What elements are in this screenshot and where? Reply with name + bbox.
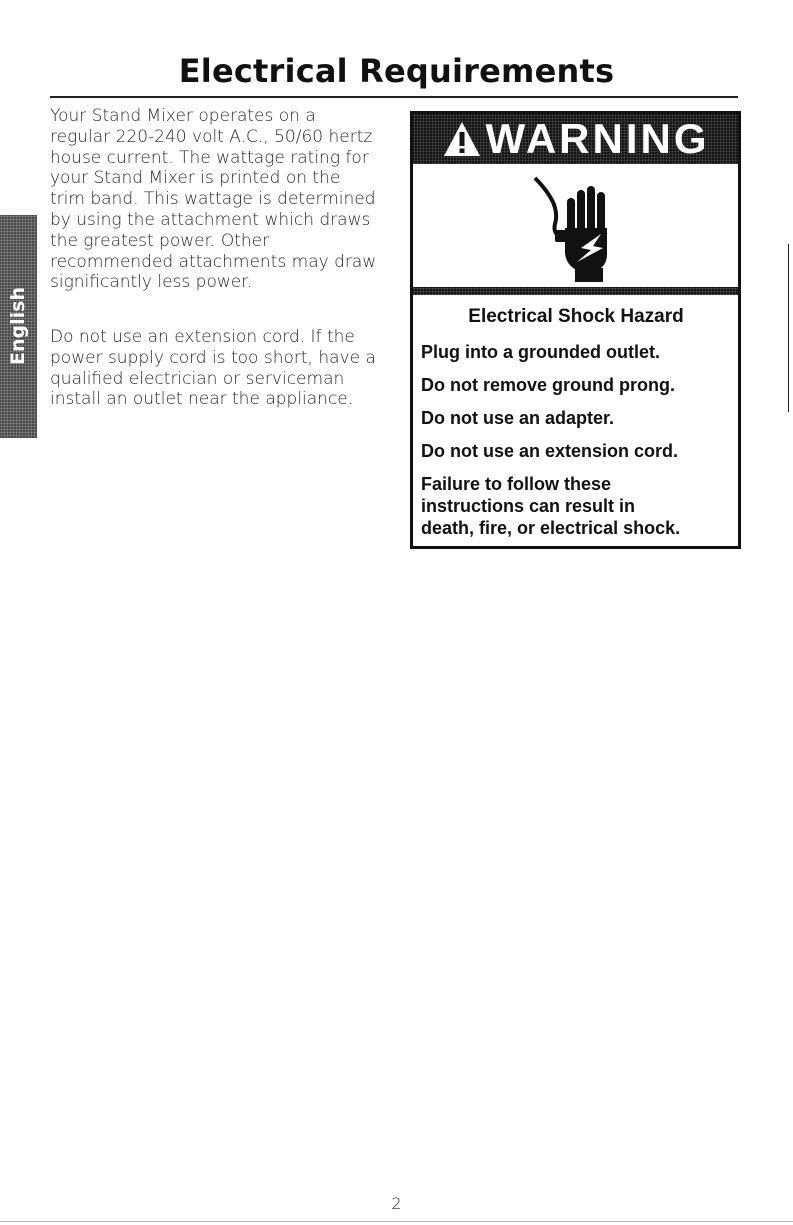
page-bottom-edge: [0, 1221, 793, 1222]
electric-shock-hand-icon: [525, 172, 625, 284]
text-line: qualified electrician or serviceman: [50, 368, 345, 389]
page-number: 2: [391, 1194, 402, 1213]
warning-text: [421, 306, 731, 539]
paragraph-extension-cord: [50, 327, 395, 410]
consequence-line: death, fire, or electrical shock.: [421, 518, 681, 538]
text-line: power supply cord is too short, have a: [50, 347, 376, 368]
instruction-item: Do not remove ground prong.: [421, 375, 675, 395]
page-title: Electrical Requirements: [178, 52, 615, 90]
text-line: your Stand Mixer is printed on the: [50, 168, 341, 189]
text-line: significantly less power.: [50, 272, 253, 293]
consequence-text: [421, 473, 731, 539]
text-line: house current. The wattage rating for: [50, 147, 369, 168]
text-line: Do not use an extension cord. If the: [50, 327, 355, 347]
alert-triangle-icon: [442, 120, 482, 158]
paragraph-power-requirements: [50, 106, 395, 293]
instruction-item: Do not use an extension cord.: [421, 441, 679, 461]
language-side-tab-label: English: [7, 287, 29, 365]
text-line: trim band. This wattage is determined: [50, 189, 376, 210]
text-line: the greatest power. Other: [50, 230, 270, 251]
warning-title: WARNING: [485, 115, 710, 162]
warning-box: [410, 111, 741, 549]
title-divider: [50, 96, 738, 98]
text-line: recommended attachments may draw: [50, 251, 377, 272]
margin-mark: [788, 244, 789, 412]
instruction-item: Plug into a grounded outlet.: [421, 342, 660, 362]
warning-header: [413, 114, 738, 164]
text-line: regular 220-240 volt A.C., 50/60 hertz: [50, 126, 373, 147]
text-line: Your Stand Mixer operates on a: [50, 106, 316, 126]
instruction-item: Do not use an adapter.: [421, 408, 615, 428]
consequence-line: Failure to follow these: [421, 474, 612, 494]
text-line: by using the attachment which draws: [50, 209, 371, 230]
hazard-title: Electrical Shock Hazard: [468, 306, 684, 327]
warning-divider: [413, 287, 738, 295]
consequence-line: instructions can result in: [421, 496, 636, 516]
text-line: install an outlet near the appliance.: [50, 389, 354, 410]
